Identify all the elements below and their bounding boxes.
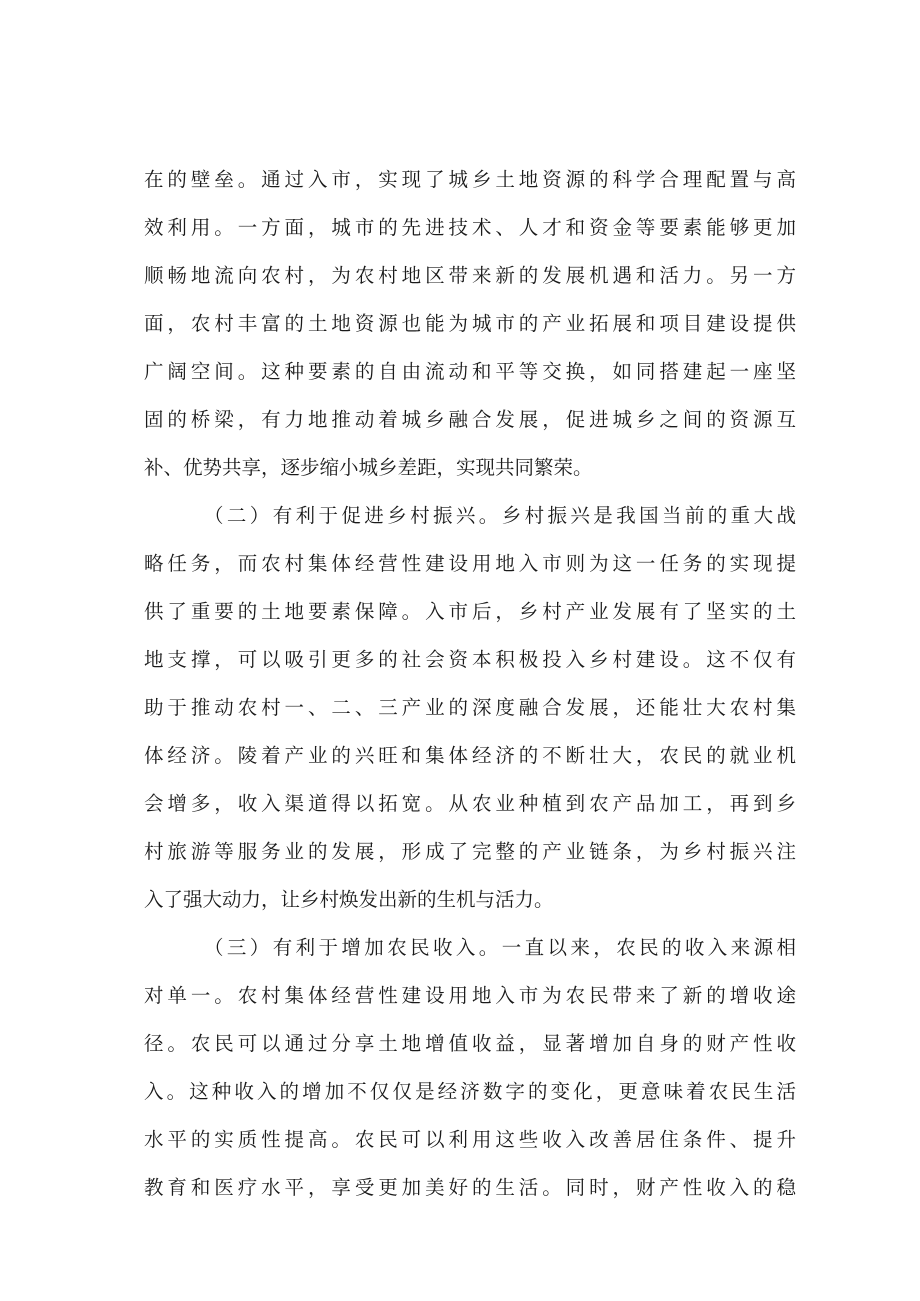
text-line: 效利用。一方面，城市的先进技术、人才和资金等要素能够更加 — [144, 216, 796, 239]
text-line: 地支撑，可以吸引更多的社会资本积极投入乡村建设。这不仅有 — [144, 648, 796, 671]
text-line: 村旅游等服务业的发展，形成了完整的产业链条，为乡村振兴注 — [144, 840, 796, 863]
text-line: 略任务，而农村集体经营性建设用地入市则为这一任务的实现提 — [144, 552, 796, 575]
text-line: 补、优势共享，逐步缩小城乡差距，实现共同繁荣。 — [144, 456, 593, 479]
text-line: 入了强大动力，让乡村焕发出新的生机与活力。 — [144, 888, 554, 911]
text-line: （三）有利于增加农民收入。一直以来，农民的收入来源相 — [204, 936, 796, 959]
text-line: （二）有利于促进乡村振兴。乡村振兴是我国当前的重大战 — [204, 504, 796, 527]
text-line: 入。这种收入的增加不仅仅是经济数字的变化，更意味着农民生活 — [144, 1080, 796, 1103]
text-line: 体经济。陵着产业的兴旺和集体经济的不断壮大，农民的就业机 — [144, 744, 796, 767]
text-line: 径。农民可以通过分享土地增值收益，显著增加自身的财产性收 — [144, 1032, 796, 1055]
paragraph-1 — [144, 156, 796, 492]
text-line: 对单一。农村集体经营性建设用地入市为农民带来了新的增收途 — [144, 984, 796, 1007]
text-line: 教育和医疗水平，享受更加美好的生活。同时，财产性收入的稳 — [144, 1176, 796, 1199]
text-line: 供了重要的土地要素保障。入市后，乡村产业发展有了坚实的土 — [144, 600, 796, 623]
text-line: 水平的实质性提高。农民可以利用这些收入改善居住条件、提升 — [144, 1128, 796, 1151]
text-line: 助于推动农村一、二、三产业的深度融合发展，还能壮大农村集 — [144, 696, 796, 719]
text-line: 顺畅地流向农村，为农村地区带来新的发展机遇和活力。另一方 — [144, 264, 796, 287]
text-line: 面，农村丰富的土地资源也能为城市的产业拓展和项目建设提供 — [144, 312, 796, 335]
paragraph-3 — [144, 924, 796, 1212]
text-line: 广阔空间。这种要素的自由流动和平等交换，如同搭建起一座坚 — [144, 360, 796, 383]
text-line: 会增多，收入渠道得以拓宽。从农业种植到农产品加工，再到乡 — [144, 792, 796, 815]
paragraph-2 — [144, 492, 796, 924]
text-line: 固的桥梁，有力地推动着城乡融合发展，促进城乡之间的资源互 — [144, 408, 796, 431]
document-body — [144, 156, 796, 1212]
text-line: 在的壁垒。通过入市，实现了城乡土地资源的科学合理配置与高 — [144, 168, 796, 191]
